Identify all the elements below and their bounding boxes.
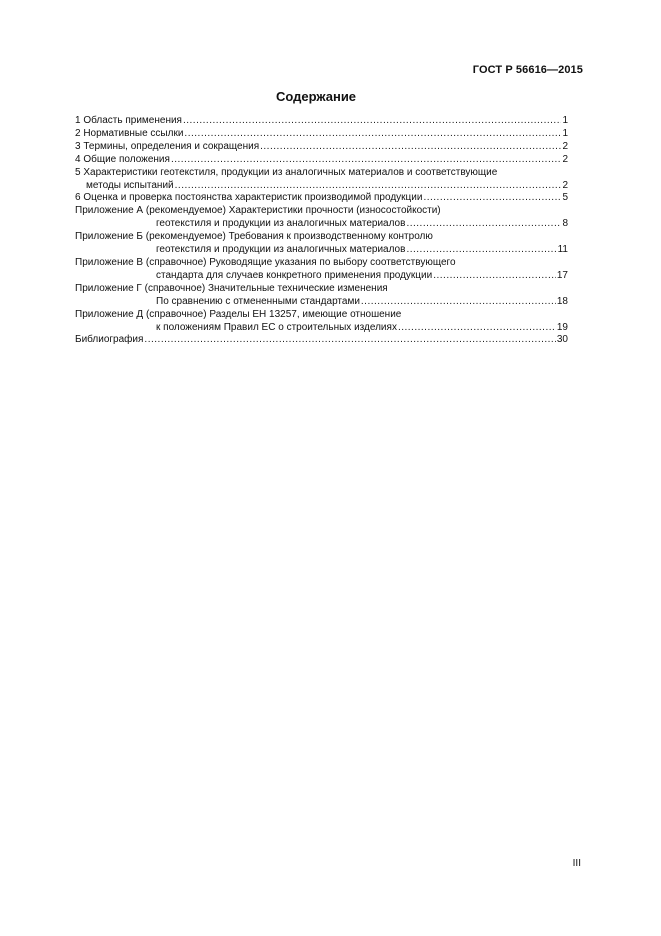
toc-entry-text-continued: стандарта для случаев конкретного применения продукции [156, 269, 433, 281]
toc-entry-text: Библиография [75, 334, 144, 346]
toc-entry-text-continued: По сравнению с отмененными стандартами [156, 295, 360, 307]
toc-entry-text-continued: геотекстиля и продукции из аналогичных материалов [156, 244, 406, 256]
toc-page-number: 2 [562, 179, 568, 191]
toc-page-number: 5 [562, 192, 568, 204]
leader-dots [175, 180, 562, 193]
toc-entry-text: 5 Характеристики геотекстиля, продукции из аналогичных материалов и соответствующие [75, 166, 498, 178]
toc-page-number: 2 [562, 140, 568, 152]
toc-entry-5[interactable] [75, 167, 568, 193]
toc-entry-appendix-a[interactable] [75, 205, 568, 231]
toc-page-number: 19 [556, 321, 568, 333]
leader-dots [423, 192, 561, 205]
toc-entry-text-continued: к положениям Правил ЕС о строительных изделиях [156, 321, 397, 333]
toc-page-number: 2 [562, 153, 568, 165]
toc-entry-appendix-g[interactable] [75, 283, 568, 309]
toc-entry-text: 1 Область применения [75, 115, 182, 126]
toc-page-number: 30 [556, 334, 568, 346]
toc-entry-text: Приложение А (рекомендуемое) Характеристики прочности (износостойкости) [75, 205, 441, 217]
toc-entry-text-continued: геотекстиля и продукции из аналогичных материалов [156, 218, 406, 230]
leader-dots [260, 141, 561, 154]
leader-dots [406, 244, 556, 257]
toc-page-number: 1 [562, 127, 568, 139]
leader-dots [398, 322, 556, 335]
leader-dots [361, 296, 556, 309]
toc-entry-appendix-d[interactable] [75, 309, 568, 335]
toc-entry-text: Приложение Д (справочное) Разделы ЕН 13257, имеющие отношение [75, 308, 402, 320]
toc-entry-4[interactable] [75, 154, 568, 167]
toc-page-number: 17 [556, 269, 568, 281]
toc-entry-2[interactable] [75, 128, 568, 141]
toc-entry-6[interactable] [75, 192, 568, 205]
toc-page-number: 8 [562, 218, 568, 230]
toc-entry-3[interactable] [75, 141, 568, 154]
toc-entry-text: Приложение Б (рекомендуемое) Требования к производственному контролю [75, 231, 433, 243]
toc-entry-text: 4 Общие положения [75, 153, 170, 165]
toc-entry-bibliography[interactable] [75, 334, 568, 347]
leader-dots [183, 115, 561, 128]
toc-entry-appendix-b[interactable] [75, 231, 568, 257]
toc-page-number: 11 [557, 244, 568, 256]
toc-entry-1[interactable] [75, 115, 568, 128]
leader-dots [144, 334, 555, 347]
leader-dots [184, 128, 561, 141]
page-number: III [572, 858, 581, 869]
leader-dots [171, 154, 562, 167]
toc-entry-text: Приложение В (справочное) Руководящие указания по выбору соответствующего [75, 256, 456, 268]
toc-entry-text: 3 Термины, определения и сокращения [75, 140, 260, 152]
document-code: ГОСТ Р 56616—2015 [472, 64, 583, 76]
toc-entry-text: 2 Нормативные ссылки [75, 127, 184, 139]
toc-page-number: 18 [556, 295, 568, 307]
toc-entry-text: 6 Оценка и проверка постоянства характеристик производимой продукции [75, 192, 423, 204]
toc-page-number: 1 [562, 115, 568, 126]
leader-dots [406, 218, 561, 231]
leader-dots [433, 270, 556, 283]
toc-entry-appendix-v[interactable] [75, 257, 568, 283]
table-of-contents [75, 115, 568, 347]
toc-title: Содержание [275, 89, 357, 104]
toc-entry-text: Приложение Г (справочное) Значительные технические изменения [75, 282, 388, 294]
toc-entry-text-continued: методы испытаний [86, 179, 174, 191]
